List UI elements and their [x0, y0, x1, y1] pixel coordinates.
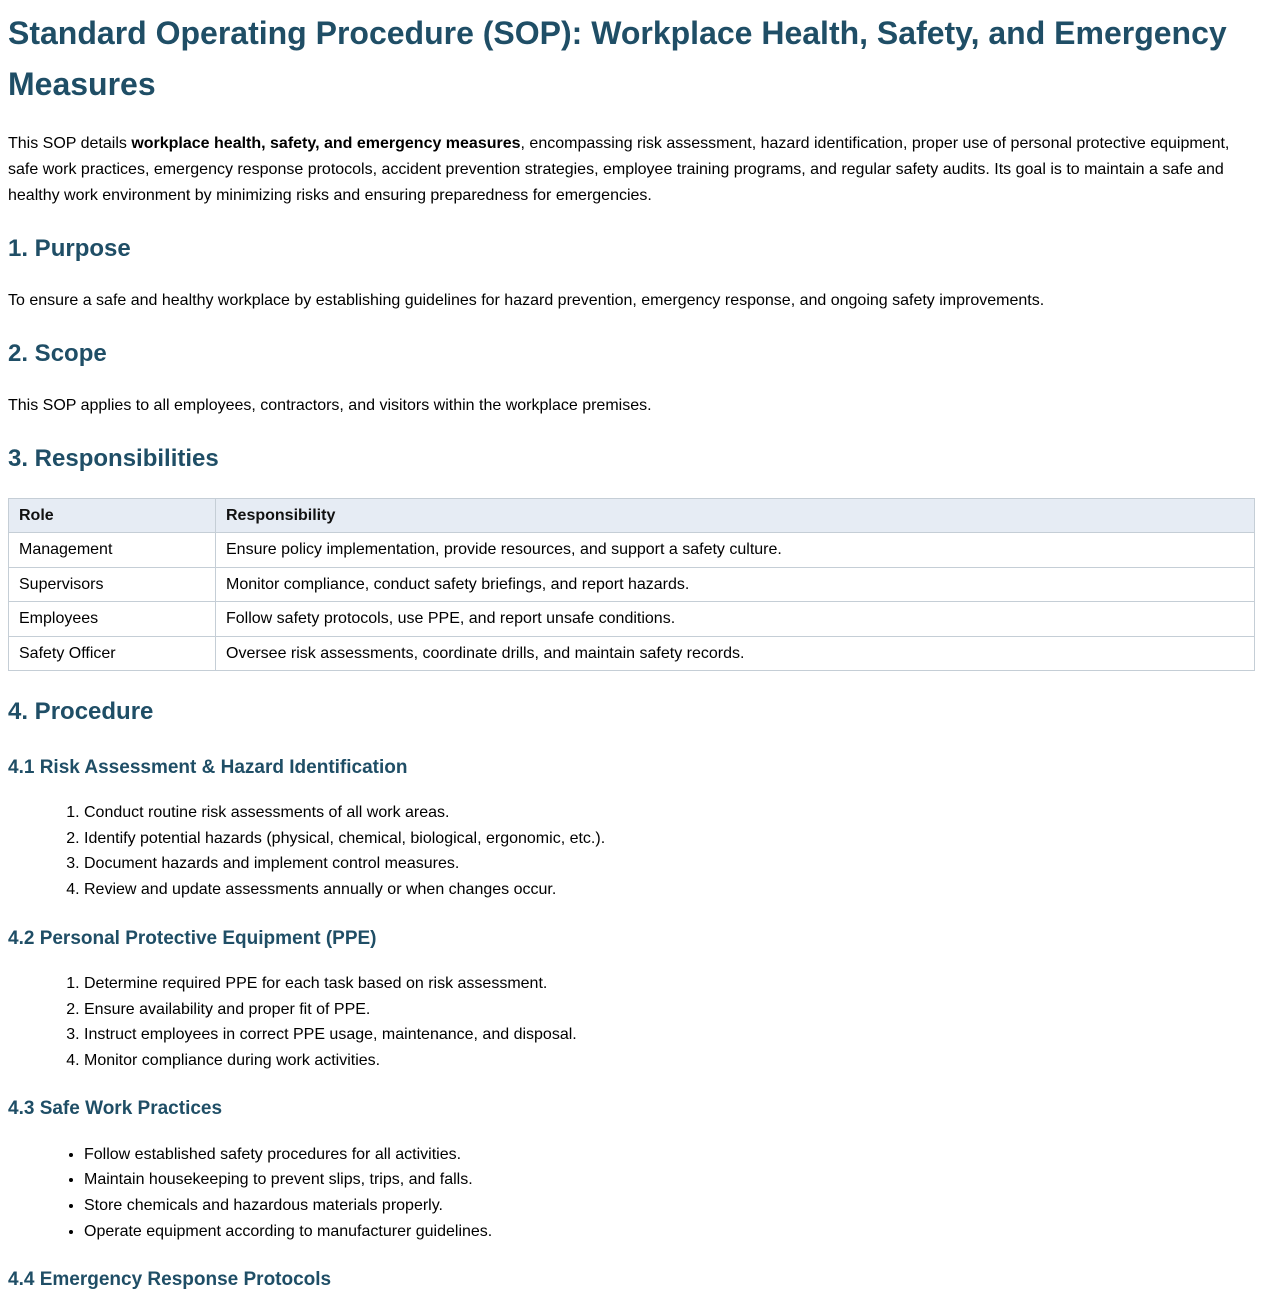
table-row — [9, 636, 1255, 671]
subsection-ppe — [8, 924, 1255, 1074]
list-item: 3. Document hazards and implement control measures. — [84, 851, 1255, 877]
column-header-role: Role — [9, 498, 216, 533]
cell-role: Supervisors — [9, 567, 216, 602]
ppe-heading: 4.2 Personal Protective Equipment (PPE) — [8, 927, 377, 949]
cell-role: Management — [9, 533, 216, 568]
list-item: • Store chemicals and hazardous materials properly. — [84, 1193, 1255, 1219]
list-item: 3. Instruct employees in correct PPE usage, maintenance, and disposal. — [84, 1022, 1255, 1048]
cell-responsibility: Oversee risk assessments, coordinate drills, and maintain safety records. — [216, 636, 1255, 671]
list-item: 1. Determine required PPE for each task based on risk assessment. — [84, 971, 1255, 997]
table-header-row — [9, 498, 1255, 533]
column-header-responsibility: Responsibility — [216, 498, 1255, 533]
table-row — [9, 533, 1255, 568]
ppe-list — [8, 971, 1255, 1073]
subsection-risk-assessment — [8, 753, 1255, 903]
safe-work-practices-list — [8, 1142, 1255, 1244]
cell-responsibility: Follow safety protocols, use PPE, and report unsafe conditions. — [216, 602, 1255, 637]
page-title: Standard Operating Procedure (SOP): Workplace Health, Safety, and Emergency Measures — [8, 15, 1227, 103]
section-responsibilities — [8, 440, 1255, 671]
cell-responsibility: Monitor compliance, conduct safety briefings, and report hazards. — [216, 567, 1255, 602]
intro-paragraph — [8, 131, 1255, 208]
intro-rest: , encompassing risk assessment, hazard identification, proper use of personal protective equipment, safe work practices, emergency response protocols, accident prevention strategies, employee training programs, and regular safety audits. Its goal is to maintain a safe and healthy work environment by minimizing risks and ensuring preparedness for emergencies. — [8, 135, 1230, 204]
section-scope — [8, 335, 1255, 418]
scope-body: This SOP applies to all employees, contractors, and visitors within the workplace premises. — [8, 396, 652, 414]
emergency-response-heading: 4.4 Emergency Response Protocols — [8, 1269, 332, 1291]
responsibilities-heading: 3. Responsibilities — [8, 445, 219, 473]
subsection-safe-work-practices — [8, 1094, 1255, 1244]
table-row — [9, 602, 1255, 637]
sop-document — [8, 8, 1255, 1296]
list-item: • Maintain housekeeping to prevent slips, trips, and falls. — [84, 1167, 1255, 1193]
list-item: 2. Identify potential hazards (physical, chemical, biological, ergonomic, etc.). — [84, 826, 1255, 852]
responsibilities-table — [8, 498, 1255, 672]
safe-work-practices-heading: 4.3 Safe Work Practices — [8, 1098, 223, 1120]
section-purpose — [8, 230, 1255, 313]
intro-lead: This SOP details — [8, 135, 132, 153]
risk-assessment-list — [8, 800, 1255, 902]
list-item: 4. Review and update assessments annually or when changes occur. — [84, 877, 1255, 903]
list-item: 2. Ensure availability and proper fit of PPE. — [84, 997, 1255, 1023]
purpose-body: To ensure a safe and healthy workplace by establishing guidelines for hazard prevention, emergency response, and ongoing safety improvements. — [8, 291, 1045, 309]
scope-heading: 2. Scope — [8, 340, 107, 368]
table-row — [9, 567, 1255, 602]
cell-responsibility: Ensure policy implementation, provide resources, and support a safety culture. — [216, 533, 1255, 568]
purpose-heading: 1. Purpose — [8, 235, 131, 263]
list-item: • Operate equipment according to manufacturer guidelines. — [84, 1219, 1255, 1245]
subsection-emergency-response — [8, 1265, 1255, 1295]
procedure-heading: 4. Procedure — [8, 698, 154, 726]
intro-emphasis: workplace health, safety, and emergency measures — [131, 135, 521, 153]
risk-assessment-heading: 4.1 Risk Assessment & Hazard Identification — [8, 756, 408, 778]
cell-role: Safety Officer — [9, 636, 216, 671]
list-item: 4. Monitor compliance during work activities. — [84, 1048, 1255, 1074]
section-procedure — [8, 693, 1255, 1295]
list-item: 1. Conduct routine risk assessments of all work areas. — [84, 800, 1255, 826]
cell-role: Employees — [9, 602, 216, 637]
list-item: • Follow established safety procedures for all activities. — [84, 1142, 1255, 1168]
